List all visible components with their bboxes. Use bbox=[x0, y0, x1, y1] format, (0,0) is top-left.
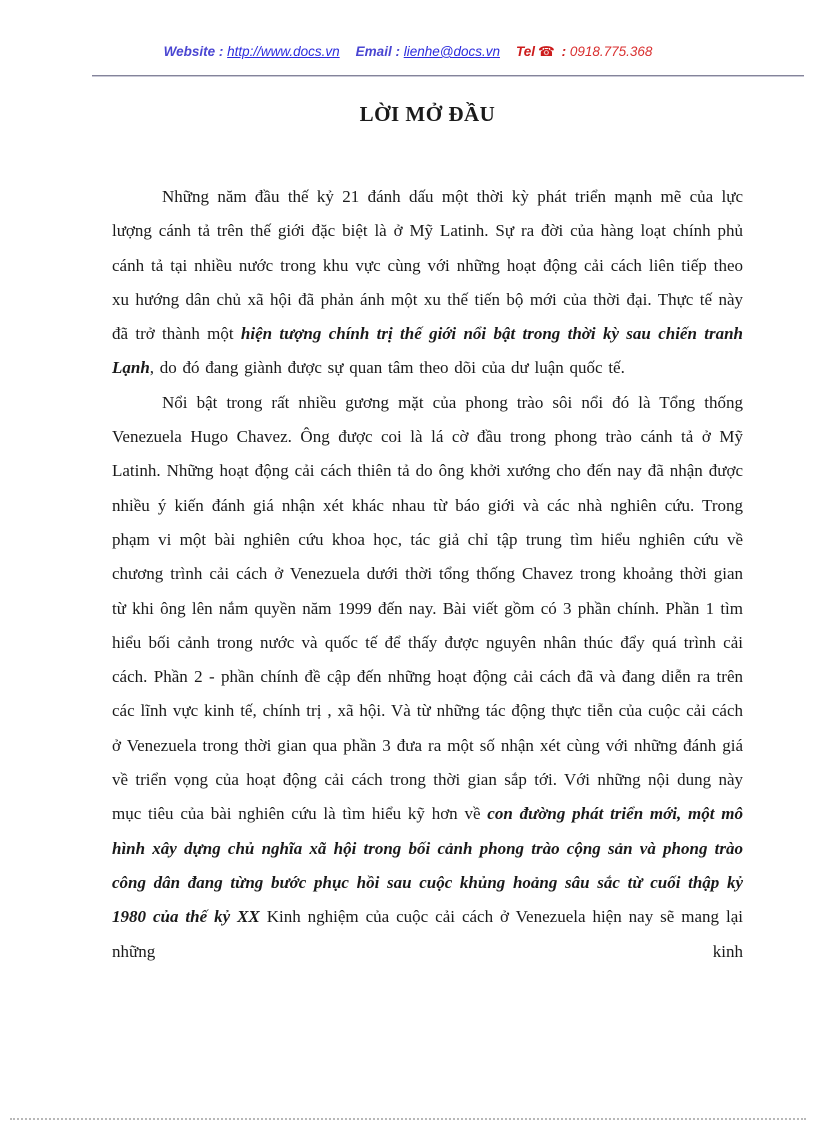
tel-label: Tel bbox=[515, 44, 535, 59]
document-body bbox=[112, 180, 743, 969]
text-run: Nổi bật trong rất nhiều gương mặt của phong trào sôi nổi đó là Tổng thống Venezuela Hugo Chavez. Ông được coi là lá cờ đầu trong phong trào cánh tả ở Mỹ Latinh. Những hoạt động cải cách thiên tả do ông khởi xướng cho đến nay đã nhận được nhiều ý kiến đánh giá nhận xét khác nhau từ báo giới và các nhà nghiên cứu. Trong phạm vi một bài nghiên cứu khoa học, tác giả chỉ tập trung tìm hiểu nghiên cứu về chương trình cải cách ở Venezuela dưới thời tổng thống Chavez trong khoảng thời gian từ khi ông lên nắm quyền năm 1999 đến nay. Bài viết gồm có 3 phần chính. Phần 1 tìm hiểu bối cảnh trong nước và quốc tế để thấy được nguyên nhân thúc đẩy quá trình cải cách. Phần 2 - phần chính đề cập đến những hoạt động cải cách đã và đang diễn ra trên các lĩnh vực kinh tế, chính trị , xã hội. Và từ những tác động thực tiễn của cuộc cải cách ở Venezuela trong thời gian qua phần 3 đưa ra một số nhận xét cùng với những đánh giá về triển vọng của hoạt động cải cách trong thời gian sắp tới. Với những nội dung này mục tiêu của bài nghiên cứu là tìm hiểu kỹ hơn về bbox=[112, 392, 743, 824]
email-address-link[interactable]: lienhe@docs.vn bbox=[403, 44, 500, 59]
paragraph-overview bbox=[112, 386, 743, 969]
text-run-emphasis: con đường phát triển mới, một mô hình xây dựng chủ nghĩa xã hội trong bối cảnh phong trào cộng sản và phong trào công dân đang từng bước phục hồi sau cuộc khủng hoảng sâu sắc từ cuối thập kỷ 1980 của thế kỷ XX bbox=[112, 804, 743, 927]
text-run: , do đó đang giành được sự quan tâm theo dõi của dư luận quốc tế. bbox=[149, 358, 625, 378]
separator: : bbox=[215, 44, 228, 59]
separator: : bbox=[391, 44, 404, 59]
website-url-link[interactable]: http://www.docs.vn bbox=[227, 44, 340, 59]
website-label: Website bbox=[163, 44, 216, 59]
separator: : bbox=[557, 44, 570, 59]
telephone-icon: ☎ bbox=[537, 44, 555, 59]
text-run: Kinh nghiệm của cuộc cải cách ở Venezuela hiện nay sẽ mang lại những kinh bbox=[112, 907, 743, 961]
text-run-emphasis: hiện tượng chính trị thế giới nổi bật trong thời kỳ sau chiến tranh Lạnh bbox=[112, 324, 743, 378]
text-run: Những năm đầu thế kỷ 21 đánh dấu một thời kỳ phát triển mạnh mẽ của lực lượng cánh tả trên thế giới đặc biệt là ở Mỹ Latinh. Sự ra đời của hàng loạt chính phủ cánh tả tại nhiều nước trong khu vực cùng với những hoạt động cải cách liên tiếp theo xu hướng dân chủ xã hội đã phản ánh một xu thế tiến bộ mới của thời đại. Thực tế này đã trở thành một bbox=[112, 187, 743, 344]
email-label: Email bbox=[355, 44, 392, 59]
paragraph-intro bbox=[112, 180, 743, 386]
page-title: LỜI MỞ ĐẦU bbox=[359, 102, 496, 126]
header-divider bbox=[92, 75, 804, 77]
tel-number: 0918.775.368 bbox=[569, 44, 653, 59]
page-bottom-divider bbox=[10, 1118, 806, 1120]
page-header bbox=[0, 44, 816, 60]
